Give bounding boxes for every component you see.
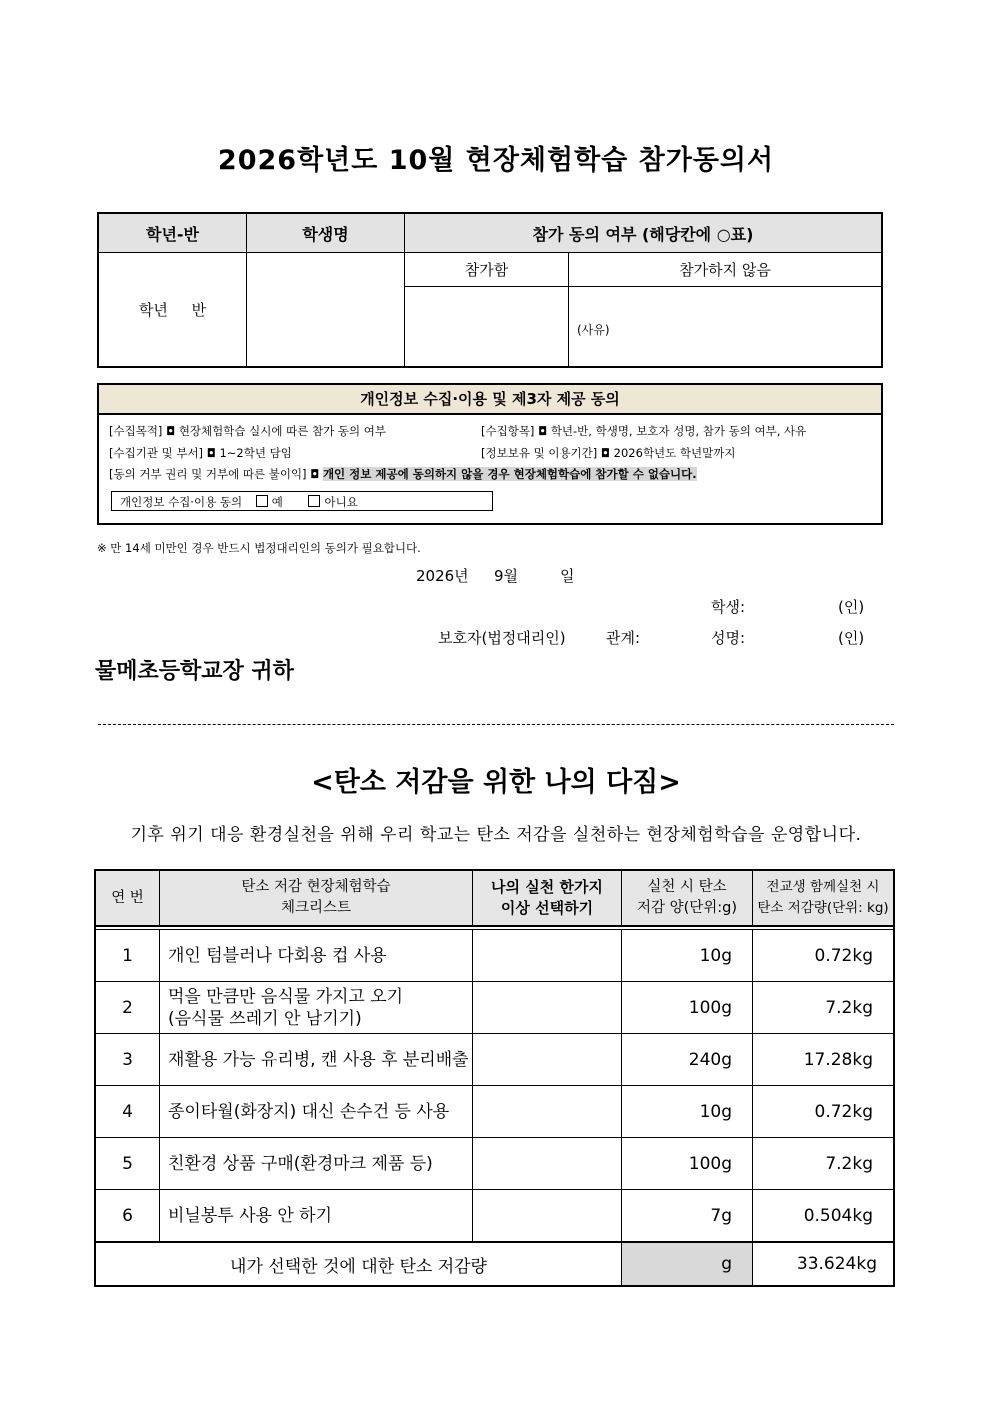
row-amount: 100g (622, 982, 753, 1034)
header-amount-line1: 실천 시 탄소 (647, 879, 727, 895)
row-item: 재활용 가능 유리병, 캔 사용 후 분리배출 (160, 1034, 473, 1086)
table-row (95, 982, 894, 1034)
privacy-items: [수집항목] ◘ 학년-반, 학생명, 보호자 성명, 참가 동의 여부, 사유 (481, 424, 807, 438)
row-no: 3 (95, 1034, 160, 1086)
agree-yes-checkbox[interactable] (256, 495, 268, 507)
row-item: 종이타월(화장지) 대신 손수건 등 사용 (160, 1086, 473, 1138)
table-row (95, 1086, 894, 1138)
row-amount: 240g (622, 1034, 753, 1086)
row-total: 7.2kg (753, 1138, 895, 1190)
header-amount-line2: 저감 양(단위:g) (636, 900, 738, 916)
header-no: 연 번 (95, 870, 160, 926)
agree-no-checkbox[interactable] (308, 495, 320, 507)
row-amount: 10g (622, 930, 753, 982)
reason-label: (사유) (577, 322, 610, 337)
student-name-cell[interactable] (247, 253, 405, 367)
row-total: 0.72kg (753, 930, 895, 982)
header-total-line1: 전교생 함께실천 시 (766, 879, 880, 895)
header-select-line1: 나의 실천 한가지 (491, 878, 603, 896)
row-no: 5 (95, 1138, 160, 1190)
row-select-cell[interactable] (473, 1034, 622, 1086)
header-total-line2: 탄소 저감량(단위: kg) (757, 900, 889, 916)
grade-class-cell[interactable]: 학년 반 (98, 253, 247, 367)
form-title: 2026학년도 10월 현장체험학습 참가동의서 (217, 145, 775, 176)
footer-my-total[interactable]: g (622, 1242, 753, 1286)
participate-cell[interactable] (405, 287, 569, 367)
row-select-cell[interactable] (473, 1086, 622, 1138)
privacy-refusal-text: 개인 정보 제공에 동의하지 않을 경우 현장체험학습에 참가할 수 없습니다. (322, 467, 697, 481)
cut-line (98, 724, 894, 725)
row-item-line2: (음식물 쓰레기 안 남기기) (168, 1008, 362, 1029)
header-total (753, 870, 895, 926)
row-amount: 10g (622, 1086, 753, 1138)
table-row (95, 1138, 894, 1190)
row-no: 6 (95, 1190, 160, 1243)
not-participate-cell[interactable] (569, 287, 883, 367)
table-row (95, 930, 894, 982)
privacy-agency: [수집기관 및 부서] ◘ 1~2학년 담임 (109, 446, 292, 460)
guardian-name-label: 성명: (711, 629, 746, 647)
header-amount (622, 870, 753, 926)
guardian-seal: (인) (838, 629, 865, 647)
row-select-cell[interactable] (473, 930, 622, 982)
pledge-intro: 기후 위기 대응 환경실천을 위해 우리 학교는 탄소 저감을 실천하는 현장체험학습을 운영합니다. (130, 825, 862, 845)
privacy-refusal (109, 466, 697, 482)
row-amount: 100g (622, 1138, 753, 1190)
subheader-not-participate: 참가하지 않음 (569, 253, 883, 287)
header-select (473, 870, 622, 926)
header-checklist-line1: 탄소 저감 현장체험학습 (241, 879, 391, 895)
row-total: 0.72kg (753, 1086, 895, 1138)
date-day: 일 (560, 567, 575, 585)
header-checklist-line2: 체크리스트 (280, 900, 352, 916)
header-select-line2: 이상 선택하기 (500, 899, 594, 917)
header-student-name: 학생명 (247, 213, 405, 253)
row-item-line1: 먹을 만큼만 음식물 가지고 오기 (168, 986, 404, 1007)
agree-yes-label: 예 (271, 495, 283, 509)
row-total: 7.2kg (753, 982, 895, 1034)
row-total: 0.504kg (753, 1190, 895, 1243)
carbon-checklist-table (94, 869, 895, 1287)
row-total: 17.28kg (753, 1034, 895, 1086)
date-month: 9월 (494, 567, 519, 585)
row-select-cell[interactable] (473, 1138, 622, 1190)
subheader-participate: 참가함 (405, 253, 569, 287)
table-row (95, 1034, 894, 1086)
student-sign-label: 학생: (711, 598, 746, 616)
agree-no-label: 아니요 (324, 495, 358, 509)
addressee: 물메초등학교장 귀하 (95, 659, 294, 684)
row-no: 1 (95, 930, 160, 982)
consent-table (97, 212, 883, 368)
footer-school-total: 33.624kg (753, 1242, 895, 1286)
row-select-cell[interactable] (473, 1190, 622, 1243)
header-consent: 참가 동의 여부 (해당칸에 ○표) (405, 213, 883, 253)
row-item: 친환경 상품 구매(환경마크 제품 등) (160, 1138, 473, 1190)
date-year: 2026년 (416, 567, 469, 585)
privacy-agree-label: 개인정보 수집·이용 동의 (120, 495, 243, 509)
row-amount: 7g (622, 1190, 753, 1243)
row-no: 2 (95, 982, 160, 1034)
table-row (95, 1190, 894, 1243)
row-item: 개인 텀블러나 다회용 컵 사용 (160, 930, 473, 982)
row-no: 4 (95, 1086, 160, 1138)
privacy-retention: [정보보유 및 이용기간] ◘ 2026학년도 학년말까지 (481, 446, 736, 460)
pledge-title: <탄소 저감을 위한 나의 다짐> (311, 767, 681, 798)
row-item: 비닐봉투 사용 안 하기 (160, 1190, 473, 1243)
guardian-note: ※ 만 14세 미만인 경우 반드시 법정대리인의 동의가 필요합니다. (97, 541, 421, 555)
header-grade-class: 학년-반 (98, 213, 247, 253)
student-seal: (인) (838, 598, 865, 616)
header-checklist (160, 870, 473, 926)
footer-label: 내가 선택한 것에 대한 탄소 저감량 (95, 1242, 622, 1286)
privacy-purpose: [수집목적] ◘ 현장체험학습 실시에 따른 참가 동의 여부 (109, 424, 386, 438)
privacy-refusal-label: [동의 거부 권리 및 거부에 따른 불이익] ◘ (109, 467, 320, 481)
privacy-consent-box (97, 383, 883, 525)
guardian-label: 보호자(법정대리인) (438, 629, 566, 647)
relation-label: 관계: (606, 629, 641, 647)
privacy-heading: 개인정보 수집·이용 및 제3자 제공 동의 (99, 385, 881, 415)
privacy-agree-row (111, 491, 493, 511)
row-item (160, 982, 473, 1034)
row-select-cell[interactable] (473, 982, 622, 1034)
